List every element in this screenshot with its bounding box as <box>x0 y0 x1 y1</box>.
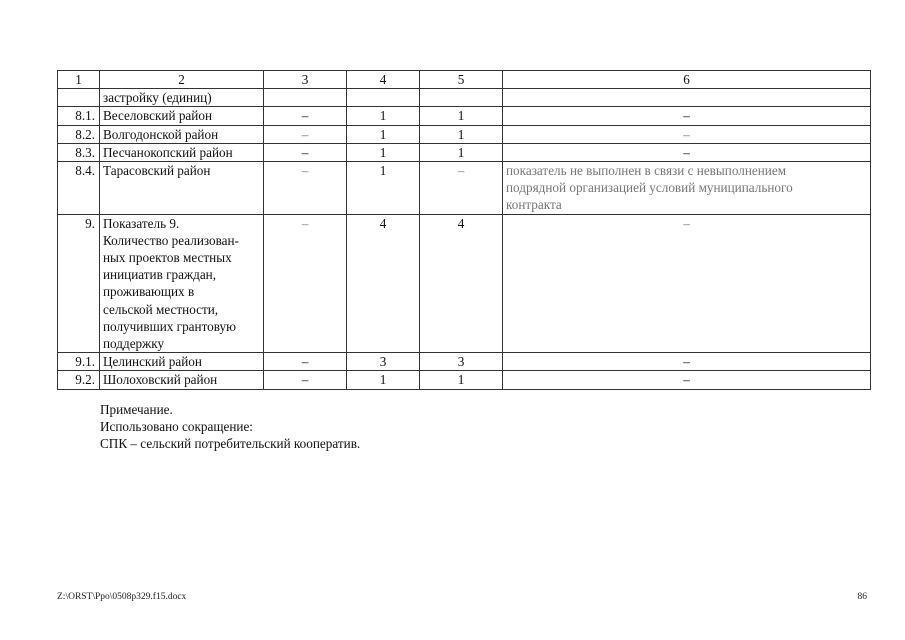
row-name-cell <box>100 353 264 371</box>
col6-cell <box>503 107 871 125</box>
note-title: Примечание. <box>100 402 173 417</box>
header-cell: 6 <box>503 71 871 89</box>
col5-cell-line: 1 <box>457 144 465 160</box>
row-name-cell <box>100 371 264 389</box>
note-block <box>100 401 360 453</box>
row-name-cell-line: инициатив граждан, <box>103 267 217 283</box>
col5-cell <box>420 371 503 389</box>
col6-cell <box>503 125 871 143</box>
col4-cell <box>347 162 420 215</box>
col5-cell <box>420 125 503 143</box>
col6-cell-line: – <box>683 126 690 142</box>
col6-cell-line: – <box>683 144 690 160</box>
col6-cell <box>503 353 871 371</box>
note-line: Использовано сокращение: <box>100 419 253 435</box>
row-number-cell-line: 8.1. <box>75 108 95 124</box>
col3-cell-line: – <box>301 108 309 124</box>
table-header-row <box>58 71 871 89</box>
row-name-cell-line: Тарасовский район <box>103 163 211 179</box>
row-name-cell <box>100 107 264 125</box>
row-number-cell <box>58 125 100 143</box>
row-name-cell <box>100 125 264 143</box>
row-name-cell-line: Песчанокопский район <box>103 144 233 160</box>
col3-cell-line: – <box>301 163 309 179</box>
header-cell: 4 <box>347 71 420 89</box>
col5-cell <box>420 143 503 161</box>
row-name-cell-line: застройку (единиц) <box>103 90 212 106</box>
col6-cell <box>503 162 871 215</box>
col4-cell-line: 3 <box>379 354 387 370</box>
col6-cell-line: – <box>683 354 690 370</box>
col6-cell <box>503 371 871 389</box>
footer-file-path: Z:\ORST\Ppo\0508p329.f15.docx <box>57 592 187 602</box>
col3-cell <box>264 107 347 125</box>
col6-cell-line: – <box>683 215 690 231</box>
col4-cell-line: 1 <box>379 126 387 142</box>
col6-cell-line: подрядной организацией условий муниципального <box>506 180 793 196</box>
col4-cell <box>347 353 420 371</box>
table-row <box>58 143 871 161</box>
row-number-cell <box>58 214 100 353</box>
table-row <box>58 107 871 125</box>
row-name-cell-line: получивших грантовую <box>103 318 236 334</box>
col3-cell-line: – <box>301 372 309 388</box>
row-number-cell-line: 8.4. <box>75 163 95 179</box>
col6-cell <box>503 89 871 107</box>
footer-page-number: 86 <box>857 592 867 602</box>
table-row <box>58 353 871 371</box>
row-name-cell <box>100 89 264 107</box>
col5-cell <box>420 214 503 353</box>
col4-cell-line: 1 <box>379 163 387 179</box>
col3-cell <box>264 143 347 161</box>
col5-cell <box>420 89 503 107</box>
col4-cell-line: 1 <box>379 108 387 124</box>
row-name-cell-line: проживающих в <box>103 284 195 300</box>
col6-cell <box>503 143 871 161</box>
row-name-cell-line: Количество реализован- <box>103 232 239 248</box>
col5-cell <box>420 107 503 125</box>
col4-cell <box>347 107 420 125</box>
header-cell: 3 <box>264 71 347 89</box>
col3-cell <box>264 371 347 389</box>
col5-cell <box>420 162 503 215</box>
col4-cell <box>347 125 420 143</box>
col3-cell-line: – <box>301 126 309 142</box>
col3-cell <box>264 214 347 353</box>
report-table <box>57 70 871 390</box>
col5-cell-line: 1 <box>457 108 465 124</box>
col3-cell <box>264 162 347 215</box>
row-number-cell <box>58 89 100 107</box>
row-name-cell-line: Шолоховский район <box>103 372 218 388</box>
col4-cell <box>347 143 420 161</box>
col6-cell <box>503 214 871 353</box>
row-number-cell-line: 9. <box>85 215 95 231</box>
table-row <box>58 125 871 143</box>
col5-cell-line: 1 <box>457 126 465 142</box>
col4-cell-line: 4 <box>379 215 387 231</box>
col4-cell-line: 1 <box>379 144 387 160</box>
col5-cell-line: 4 <box>457 215 465 231</box>
row-name-cell-line: Показатель 9. <box>103 215 180 231</box>
table-row <box>58 214 871 353</box>
col4-cell <box>347 371 420 389</box>
table-row <box>58 89 871 107</box>
header-cell: 2 <box>100 71 264 89</box>
row-number-cell-line: 9.1. <box>75 354 95 370</box>
row-name-cell <box>100 143 264 161</box>
col5-cell-line: – <box>457 163 465 179</box>
col6-cell-line: показатель не выполнен в связи с невыполнением <box>506 163 787 179</box>
row-number-cell-line: 8.2. <box>75 126 95 142</box>
col3-cell <box>264 353 347 371</box>
col4-cell <box>347 214 420 353</box>
col5-cell-line: 3 <box>457 354 465 370</box>
col3-cell <box>264 125 347 143</box>
header-cell: 1 <box>58 71 100 89</box>
col3-cell-line: – <box>301 144 309 160</box>
row-number-cell <box>58 371 100 389</box>
table-row <box>58 371 871 389</box>
row-name-cell-line: ных проектов местных <box>103 250 232 266</box>
table-row <box>58 162 871 215</box>
col3-cell-line: – <box>301 215 309 231</box>
row-name-cell <box>100 214 264 353</box>
col5-cell <box>420 353 503 371</box>
row-name-cell-line: Волгодонской район <box>103 126 219 142</box>
row-number-cell <box>58 143 100 161</box>
header-cell: 5 <box>420 71 503 89</box>
row-number-cell-line: 8.3. <box>75 144 95 160</box>
row-name-cell-line: Целинский район <box>103 354 202 370</box>
col4-cell <box>347 89 420 107</box>
row-name-cell-line: поддержку <box>103 336 165 352</box>
col3-cell-line: – <box>301 354 309 370</box>
row-name-cell-line: Веселовский район <box>103 108 212 124</box>
col6-cell-line: контракта <box>506 197 562 213</box>
row-number-cell <box>58 353 100 371</box>
note-line: СПК – сельский потребительский кооператив. <box>100 436 361 452</box>
col6-cell-line: – <box>683 108 690 124</box>
row-name-cell-line: сельской местности, <box>103 301 219 317</box>
col4-cell-line: 1 <box>379 372 387 388</box>
row-number-cell <box>58 107 100 125</box>
col5-cell-line: 1 <box>457 372 465 388</box>
row-number-cell <box>58 162 100 215</box>
col6-cell-line: – <box>683 372 690 388</box>
row-name-cell <box>100 162 264 215</box>
col3-cell <box>264 89 347 107</box>
table-body <box>58 89 871 389</box>
row-number-cell-line: 9.2. <box>75 372 95 388</box>
